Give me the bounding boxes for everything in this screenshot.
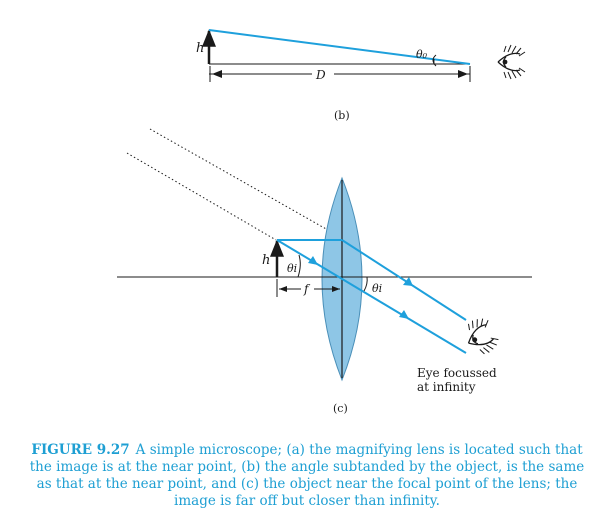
height-label-b: h — [196, 41, 205, 56]
focal-arrow-left — [279, 286, 287, 292]
dim-arrow-left — [212, 70, 222, 78]
angle-label-b: θ₀ — [416, 48, 428, 61]
dim-arrow-right — [458, 70, 468, 78]
angle-arc-c-lens — [364, 277, 367, 291]
dotted-line-2 — [127, 153, 276, 240]
distance-label-b: D — [316, 68, 326, 82]
caption-text: A simple microscope; (a) the magnifying lens is located such that the image is at the near point, (b) the angle subtanded by the object, is the same as that at the near point, and (c) the object near the focal point of the lens; the image is far off but closer than infinity. — [29, 442, 585, 509]
focal-label-c: f — [304, 282, 309, 296]
figure-caption — [22, 442, 592, 510]
eye-note-line1: Eye focussed — [417, 366, 497, 380]
panel-c — [117, 129, 532, 415]
angle-arc-c-object — [298, 255, 300, 277]
panel-label-c: (c) — [333, 402, 348, 415]
height-label-c: h — [262, 253, 271, 268]
exit-angle-label-c: θi — [372, 282, 383, 295]
ray-b — [209, 30, 470, 64]
figure-number: FIGURE 9.27 — [31, 442, 130, 458]
eye-icon — [498, 45, 525, 79]
eye-note-line2: at infinity — [417, 380, 476, 394]
ray-c-central — [277, 240, 466, 353]
image-angle-label-c: θi — [287, 262, 298, 275]
panel-label-b: (b) — [334, 109, 350, 122]
panel-b — [196, 30, 525, 122]
